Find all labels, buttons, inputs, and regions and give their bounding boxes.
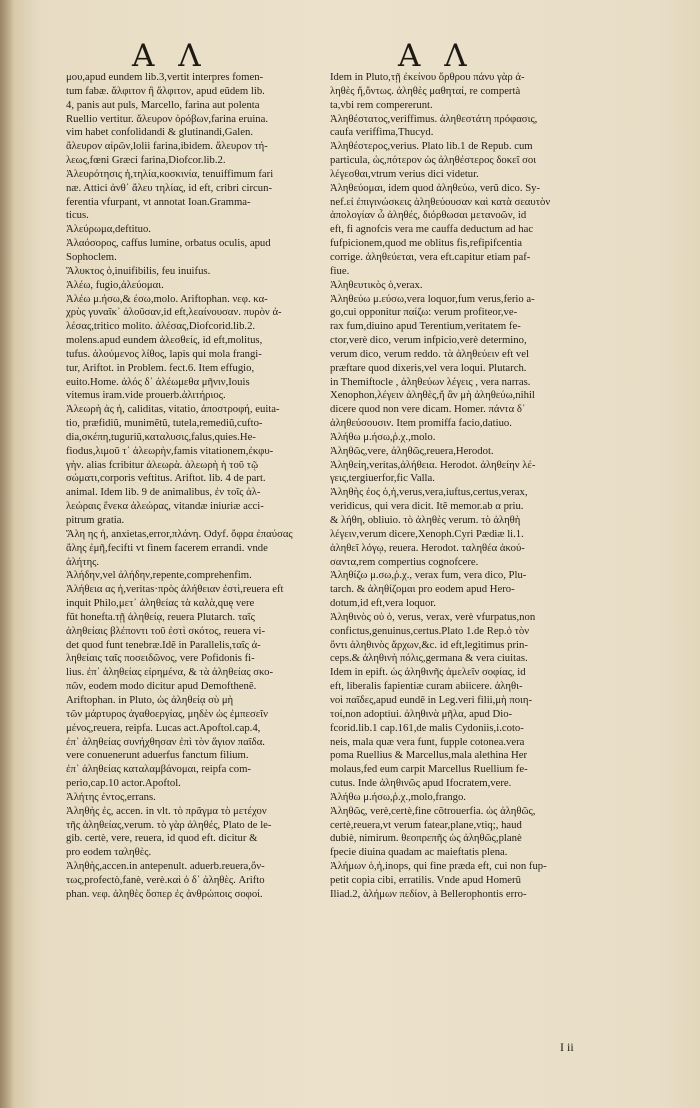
text-line: σαντα,rem compertius cognofcere. — [330, 555, 479, 568]
text-line: λεως,fœni Græci farina,Diofcor.lib.2. — [66, 154, 226, 167]
text-line: Iliad.2, ἀλήμων πεδίον, à Bellerophontis erro- — [330, 887, 527, 900]
text-line: Ἀληθίζω μ.σω,ῥ.χ., verax fum, vera dico, Plu- — [330, 569, 527, 582]
text-line: caufa veriffima,Thucyd. — [330, 126, 434, 139]
text-line: Ἀληθινὸς οὐ ὁ, verus, verax, verè vfurpatus,non — [330, 610, 536, 623]
text-line: in Themiftocle , ἀληθεύων λέγεις , vera narras. — [330, 375, 531, 388]
text-line: Ἀληθεύω μ.εύσω,vera loquor,fum verus,ferio a- — [330, 292, 535, 305]
text-line: ἀληθεύσουσιν. Item promiffa facio,datiuo. — [330, 417, 512, 430]
text-line: tufus. ἀλούμενος λίθος, lapis qui mola frangi- — [66, 347, 262, 360]
text-line: tio, præfidiũ, munimẽtũ, tutela,remediũ,cufto- — [66, 417, 263, 430]
text-line: Ἀληθεύομαι, idem quod ἀληθεύω, verũ dico. Sy- — [330, 181, 541, 194]
text-line: cutus. Inde ἀληθινῶς apud Ifocratem,vere. — [330, 777, 512, 790]
text-line: Ἀλεύρωμα,deftituo. — [66, 223, 151, 236]
text-line: vere conuenerunt aduerfus fanctum filium. — [66, 749, 249, 762]
text-line: certè,reuera,vt verum fatear,plane,vtiq;, haud — [330, 818, 522, 831]
text-line: ticus. — [66, 209, 89, 222]
text-line: ἄλευρον αἰρῶν,lolii farina,ibidem. ἄλευρον τή- — [66, 140, 268, 153]
text-line: ἀληθεῖ λόγῳ, reuera. Herodot. ταληθέα ἀκού- — [330, 541, 525, 554]
text-line: eft, fi agnofcis vera me cauffa deductum ad hac — [330, 223, 534, 236]
text-line: Ἀλήδην,vel ἀλήδην,repente,comprehenfim. — [66, 569, 252, 582]
text-line: rax fum,diuino apud Terentium,veritatem fe- — [330, 320, 521, 333]
text-line: fiodus,λιμοῦ τ᾽ ἀλεωρὴν,famis vitationem,ἐκφυ- — [66, 444, 274, 457]
text-line: verum dico, verum reddo. τὰ ἀληθεύειν eft vel — [330, 347, 529, 360]
text-line: gib. certè, vere, reuera, id quod eft. dicitur & — [66, 832, 258, 845]
running-head-right: Α Λ — [398, 38, 474, 74]
text-line: Ἀλήτης ἐντος,errans. — [66, 790, 156, 803]
text-line: ληθὲς ἤ,ὄντως. ἀληθὲς μαθηταί, re compertà — [330, 84, 521, 97]
text-line: τῆς ἀληθείας,verum. τὸ γὰρ ἀληθές, Plato de le- — [66, 818, 272, 831]
text-line: ἀπολογίαν ὦ ἀληθές, διόρθωσαι μετανοῶν, id — [330, 209, 527, 222]
text-line: Ἄλυκτος ὁ,inuifibilis, feu inuifus. — [66, 264, 211, 277]
text-line: σώματι,corporis veftitus. Ariftot. lib. 4 de part. — [66, 472, 266, 485]
text-line: Ἀληθὴς,accen.in antepenult. aduerb.reuera,ὄν- — [66, 860, 265, 873]
text-line: ferentia vfurpant, vt annotat Ioan.Gramma- — [66, 195, 251, 208]
text-line: ἀληθείαις βλέποντι τοῦ ἐστὶ σκότος, reuera vi- — [66, 624, 266, 637]
text-line: ἄλης ἐμῆ,fecifti vt finem facerem errandi. vnde — [66, 541, 268, 554]
text-line: tum fabæ. ἄλφιτον ἢ ἄλφιτον, apud eũdem lib. — [66, 84, 265, 97]
text-line: τως,profectò,fanè, verè.καὶ ὁ δ᾽ ἀληθὲς. Arifto — [66, 873, 265, 886]
text-line: præftare quod dixeris,vel vera loqui. Plutarch. — [330, 361, 527, 374]
text-line: Ἀλήμων ὁ,ἡ,inops, qui fine præda eft, cui non fup- — [330, 860, 547, 873]
text-line: Idem in Pluto,τῇ ἐκείνου ὄρθρου πάνυ γὰρ ἀ- — [330, 71, 525, 83]
text-line: Ariftophan. in Pluto, ὡς ἀληθείᾳ σὺ μὴ — [66, 693, 234, 706]
text-line: ceps.& ἀληθινὴ πόλις,germana & vera ciuitas. — [330, 652, 528, 665]
running-head-left: Α Λ — [132, 38, 208, 74]
text-line: tarch. & ἀληθίζομαι pro eodem apud Hero- — [330, 583, 515, 596]
text-line: vitemus iram.vide prouerb.ἀλιτήριος. — [66, 389, 226, 402]
text-line: go,cui opponitur παίζω: verum profiteor,ve- — [330, 306, 518, 319]
text-line: dubiè, nimirum. θεοπρεπῆς ὡς ἀληθῶς,planè — [330, 832, 522, 845]
text-line: inquit Philo,μετ᾽ ἀληθείας τὰ καλὰ,quę vere — [66, 597, 255, 610]
text-line: γὴν. alias fcribitur ἀλεωρὰ. ἀλεωρὴ ἡ τοῦ τῷ — [66, 458, 259, 471]
text-line: Ἀληθέστατος,veriffimus. ἀληθεστάτη πρόφασις, — [330, 112, 538, 125]
text-line: Ἀλήθω μ.ήσω,ῥ.χ.,molo. — [330, 430, 436, 443]
text-line: & λήθη, obliuio. τὸ ἀληθὲς verum. τὸ ἀληθὴ — [330, 514, 521, 526]
text-line: veridicus, qui vera dicit. Itẽ memor.ab α priu. — [330, 500, 524, 513]
text-line: τοί,non adoptiui. ἀληθινὰ μῆλα, apud Dio- — [330, 707, 513, 720]
signature-mark: I ii — [560, 1040, 574, 1054]
text-line: ληθείαις ταῖς ποσειδῶνος, vere Pofidonis fi- — [66, 652, 255, 665]
text-line: phan. νεφ. ἀληθὲς ὅσπερ ἐς ἀνθρώποις σοφοί. — [66, 887, 263, 900]
text-line: petit copia cibi, erratilis. Vnde apud Homerũ — [330, 873, 521, 886]
text-line: Ἀληθείη,veritas,ἀλήθεια. Herodot. ἀληθείην λέ- — [330, 458, 536, 471]
text-line: pro eodem ταληθὲς. — [66, 846, 152, 859]
text-line: nef.εἰ ἐπιγινώσκεις ἀληθεύουσαν καὶ κατὰ σεαυτὸν — [330, 195, 551, 208]
text-line: ἐπ᾽ ἀληθείας συνήχθησαν ἐπὶ τὸν ἅγιον παῖδα. — [66, 735, 265, 748]
text-line: euito.Home. ἀλός δ᾽ ἀλέωμεθα μῆνιν,Iouis — [66, 375, 250, 388]
text-line: neis, mala quæ vera funt, fupple cotonea.vera — [330, 735, 525, 748]
gutter-shadow — [0, 0, 14, 1108]
text-line: Ἀληθῶς, verè,certè,fine cõtrouerfia. ὡς ἀληθῶς, — [330, 804, 536, 817]
text-line: confictus,genuinus,certus.Plato 1.de Rep.ὁ τὸν — [330, 624, 530, 637]
text-line: Ἀληθευτικὸς ὁ,verax. — [330, 278, 423, 291]
text-line: ctor,verè dico, verum infpicio,verè determino, — [330, 334, 527, 347]
text-line: fiue. — [330, 264, 350, 277]
text-line: dia,σκέπη,tuguriũ,καταλυσις,falus,quies.He- — [66, 430, 256, 443]
text-line: vim habet confolidandi & glutinandi,Galen. — [66, 126, 253, 139]
text-line: Ἀλεωρὴ ἀς ἡ, caliditas, vitatio, ἀποστροφή, euita- — [66, 403, 280, 416]
text-line: Ἀλέω μ.ήσω,& έσω,molo. Ariftophan. νεφ. κα- — [66, 292, 268, 305]
text-line: λέγεσθαι,vtrum verius dici videtur. — [330, 167, 479, 180]
text-line: νοὶ παῖδες,apud eundẽ in Leg.veri filii,μὴ ποιη- — [330, 693, 533, 706]
text-line: Ἀληθῶς,vere, ἀληθῶς,reuera,Herodot. — [330, 444, 494, 457]
text-line: ta,vbi rem compererunt. — [330, 98, 433, 111]
text-line: πῶν, eodem modo dicitur apud Demofthenẽ. — [66, 680, 257, 693]
text-line: det quod funt tenebræ.Idẽ in Parallelis,ταῖς ἀ- — [66, 638, 261, 651]
text-line: dotum,id eft,vera loquor. — [330, 597, 436, 610]
text-line: lius. ἐπ᾽ ἀληθείας εἰρημένα, & τὰ ἀληθείας σκο- — [66, 666, 274, 679]
text-line: Ἀληθὴς ἐος ὁ,ἡ,verus,vera,iuftus,certus,verax, — [330, 486, 528, 499]
text-line: Ἄλη ης ἡ, anxietas,error,πλάνη. Odyf. ὄφρα ἐπαύσας — [66, 527, 293, 540]
text-line: Ἀλευρότησις ἡ,τηλία,κοσκινία, tenuiffimum fari — [66, 167, 274, 180]
text-line: fufpicionem,quod me oblitus fis,refipifcentia — [330, 237, 523, 250]
text-line: Ἀληθὴς ἐς, accen. in vlt. τὸ πρᾶγμα τὸ μετέχον — [66, 804, 267, 817]
text-line: corrige. ἀληθεύεται, vera eft.capitur etiam paf- — [330, 250, 531, 263]
text-line: molaus,fed eum carpit Marcellus Ruellium fe- — [330, 763, 528, 776]
text-line: perio,cap.10 actor.Apoftol. — [66, 777, 181, 790]
text-line: λεώραις ἕνεκα ἀλεώρας, vitandæ iniuriæ acci- — [66, 500, 264, 513]
text-line: ἀλήτης. — [66, 555, 100, 568]
text-line: τῶν μάρτυρος ἀγαθοεργίας, μηδὲν ὡς ἐμπεσεῖν — [66, 707, 268, 720]
text-line: Ruellio vertitur. ἄλευρον ὀρόβων,farina eruina. — [66, 112, 269, 125]
text-line: poma Ruellius & Marcellus,mala alethina Her — [330, 749, 528, 762]
text-line: χρὺς γυναῖκ᾽ ἀλοῦσαν,id eft,λεαίνουσαν. πυρὸν ἀ- — [66, 306, 282, 319]
text-line: particula, ὡς,πότερον ὡς ἀληθέστερος δοκεῖ σοι — [330, 154, 537, 167]
text-line: μου,apud eundem lib.3,vertit interpres fomen- — [66, 71, 264, 83]
text-line: fũt honefta.τῇ ἀληθείᾳ, reuera Plutarch. ταῖς — [66, 610, 255, 623]
text-line: Sophoclem. — [66, 250, 117, 263]
text-line: Ἀλαόσορος, caffus lumine, orbatus oculis, apud — [66, 237, 271, 250]
text-line: μένος,reuera, reipfa. Lucas act.Apoftol.cap.4, — [66, 721, 261, 734]
text-line: Xenophon,λέγειν ἀληθὲς,ἤ ἂν μὴ ἀληθεύω,nihil — [330, 389, 535, 402]
left-column — [66, 71, 326, 902]
text-line: Ἀλέω, fugio,ἀλεύομαι. — [66, 278, 164, 291]
text-line: tur, Ariftot. in Problem. fect.6. Item effugio, — [66, 361, 255, 374]
text-line: λέγειν,verum dicere,Xenoph.Cyri Pædiæ li.1. — [330, 527, 524, 540]
text-line: eft, liberalis fapientiæ curam abiicere. ἀληθι- — [330, 680, 523, 693]
text-line: Idem in epift. ὡς ἀληθινῆς ἀμελεῖν σοφίας, id — [330, 666, 526, 679]
text-line: pitrum gratia. — [66, 514, 125, 526]
text-line: 4, panis aut puls, Marcello, farina aut polenta — [66, 98, 260, 111]
text-line: animal. Idem lib. 9 de animalibus, ἐν τοῖς ἀλ- — [66, 486, 261, 499]
text-line: λέσας,tritico molito. ἀλέσας,Diofcorid.lib.2. — [66, 320, 256, 333]
text-line: Ἀληθέστερος,verius. Plato lib.1 de Repub. cum — [330, 140, 533, 153]
text-line: molens.apud eundem ἀλεσθείς, id eft,molitus, — [66, 334, 263, 347]
text-line: Ἀλήθω μ.ήσω,ῥ.χ.,molo,frango. — [330, 790, 466, 803]
text-line: γεις,tergiuerfor,fic Valla. — [330, 472, 435, 485]
text-line: ὄντι ἀληθινὸς ἄρχων,&c. id eft,legitimus prin- — [330, 638, 528, 651]
text-line: ἐπ᾽ ἀληθείας καταλαμβάνομαι, reipfa com- — [66, 763, 251, 776]
text-line: næ. Attici ἀνθ᾽ ἄλευ τηλίας, id eft, cribri circun- — [66, 181, 273, 194]
text-line: dicere quod non vere dicam. Homer. πάντα δ᾽ — [330, 403, 526, 416]
text-line: Ἀλήθεια ας ἡ,veritas·πρὸς ἀλήθειαν ἐστὶ,reuera eft — [66, 583, 284, 596]
text-line: fcorid.lib.1 cap.161,de malis Cydoniis,i.coto- — [330, 721, 524, 734]
text-line: fpecie diuina quadam ac maieftatis plena. — [330, 846, 508, 859]
right-column — [330, 71, 590, 902]
